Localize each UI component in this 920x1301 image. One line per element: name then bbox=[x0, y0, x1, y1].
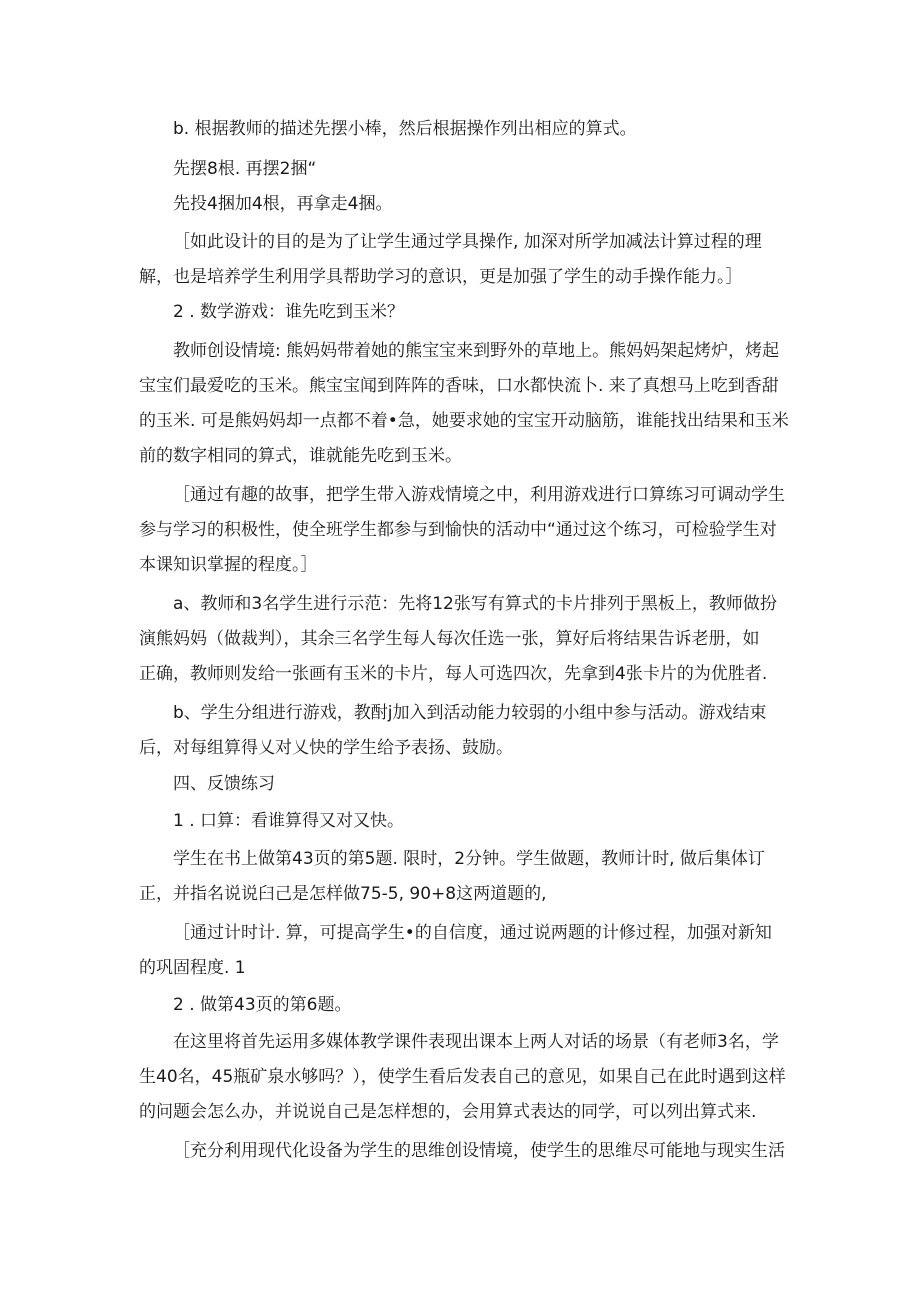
text-line-10: 前的数字相同的算式，谁就能先吃到玉米。 bbox=[139, 446, 462, 466]
text-line-25: 2 . 做第43页的第6题。 bbox=[173, 995, 352, 1015]
text-line-8: 宝宝们最爱吃的玉米。熊宝宝闻到阵阵的香味，口水都快流卜. 来了真想马上吃到香甜 bbox=[139, 376, 779, 396]
text-line-13: 本课知识掌握的程度。］ bbox=[139, 555, 318, 575]
text-line-20: 1 . 口算：看谁算得又对又快。 bbox=[173, 811, 405, 831]
text-line-19: 四、反馈练习 bbox=[173, 774, 275, 794]
text-line-5: 解，也是培养学生利用学具帮助学习的意识，更是加强了学生的动手操作能力。］ bbox=[139, 267, 743, 287]
text-line-17: b、学生分组进行游戏，教酎j加入到活动能力较弱的小组中参与活动。游戏结束 bbox=[173, 703, 767, 723]
text-line-6: 2 . 数学游戏：谁先吃到玉米？ bbox=[173, 302, 405, 322]
text-line-2: 先摆8根. 再摆2捆“ bbox=[173, 159, 317, 179]
text-line-18: 后，对每组算得乂对乂快的学生给予表扬、鼓励。 bbox=[139, 738, 513, 758]
text-line-4: ［如此设计的目的是为了让学生通过学具操作, 加深对所学加减法计算过程的理 bbox=[173, 232, 762, 252]
text-line-22: 正，并指名说说臼己是怎样做75-5, 90+8这两道题的, bbox=[139, 884, 547, 904]
text-line-15: 演熊妈妈（做裁判），其余三名学生每人每次任选一张，算好后将结果告诉老册，如 bbox=[139, 629, 760, 649]
text-line-27: 生40名，45瓶矿泉水够吗？），使学生看后发表自己的意见，如果自己在此时遇到这样 bbox=[139, 1067, 786, 1087]
text-line-24: 的巩固程度. 1 bbox=[139, 958, 246, 978]
text-line-11: ［通过有趣的故事，把学生带入游戏情境之中，利用游戏进行口算练习可调动学生 bbox=[173, 485, 785, 505]
text-line-12: 参与学习的积极性，使全班学生都参与到愉快的活动中“通过这个练习，可检验学生对 bbox=[139, 520, 777, 540]
text-line-1: b. 根据教师的描述先摆小棒，然后根据操作列出相应的算式。 bbox=[173, 119, 637, 139]
text-line-3: 先投4捆加4根，再拿走4捆。 bbox=[173, 194, 393, 214]
text-line-7: 教师创设情境: 熊妈妈带着她的熊宝宝来到野外的草地上。熊妈妈架起烤炉，烤起 bbox=[173, 341, 780, 361]
text-line-9: 的玉米. 可是熊妈妈却一点都不着•急，她要求她的宝宝开动脑筋，谁能找出结果和玉米 bbox=[139, 411, 789, 431]
text-line-28: 的问题会怎么办，并说说自己是怎样想的，会用算式表达的同学，可以列出算式来. bbox=[139, 1102, 757, 1122]
text-line-14: a、教师和3名学生进行示范：先将12张写有算式的卡片排列于黑板上，教师做扮 bbox=[173, 594, 777, 614]
text-line-23: ［通过计时计. 算，可提高学生•的自信度，通过说两题的计修过程，加强对新知 bbox=[173, 923, 772, 943]
text-line-26: 在这里将首先运用多媒体教学课件表现出课本上两人对话的场景（有老师3名，学 bbox=[173, 1032, 779, 1052]
text-line-21: 学生在书上做第43页的第5题. 限时，2分钟。学生做题，教师计时, 做后集体订 bbox=[173, 849, 765, 869]
text-line-29: ［充分利用现代化设备为学生的思维创设情境，使学生的思维尽可能地与现实生活 bbox=[173, 1141, 785, 1161]
text-line-16: 正确，教师则发给一张画有玉米的卡片，每人可选四次，先拿到4张卡片的为优胜者. bbox=[139, 664, 768, 684]
